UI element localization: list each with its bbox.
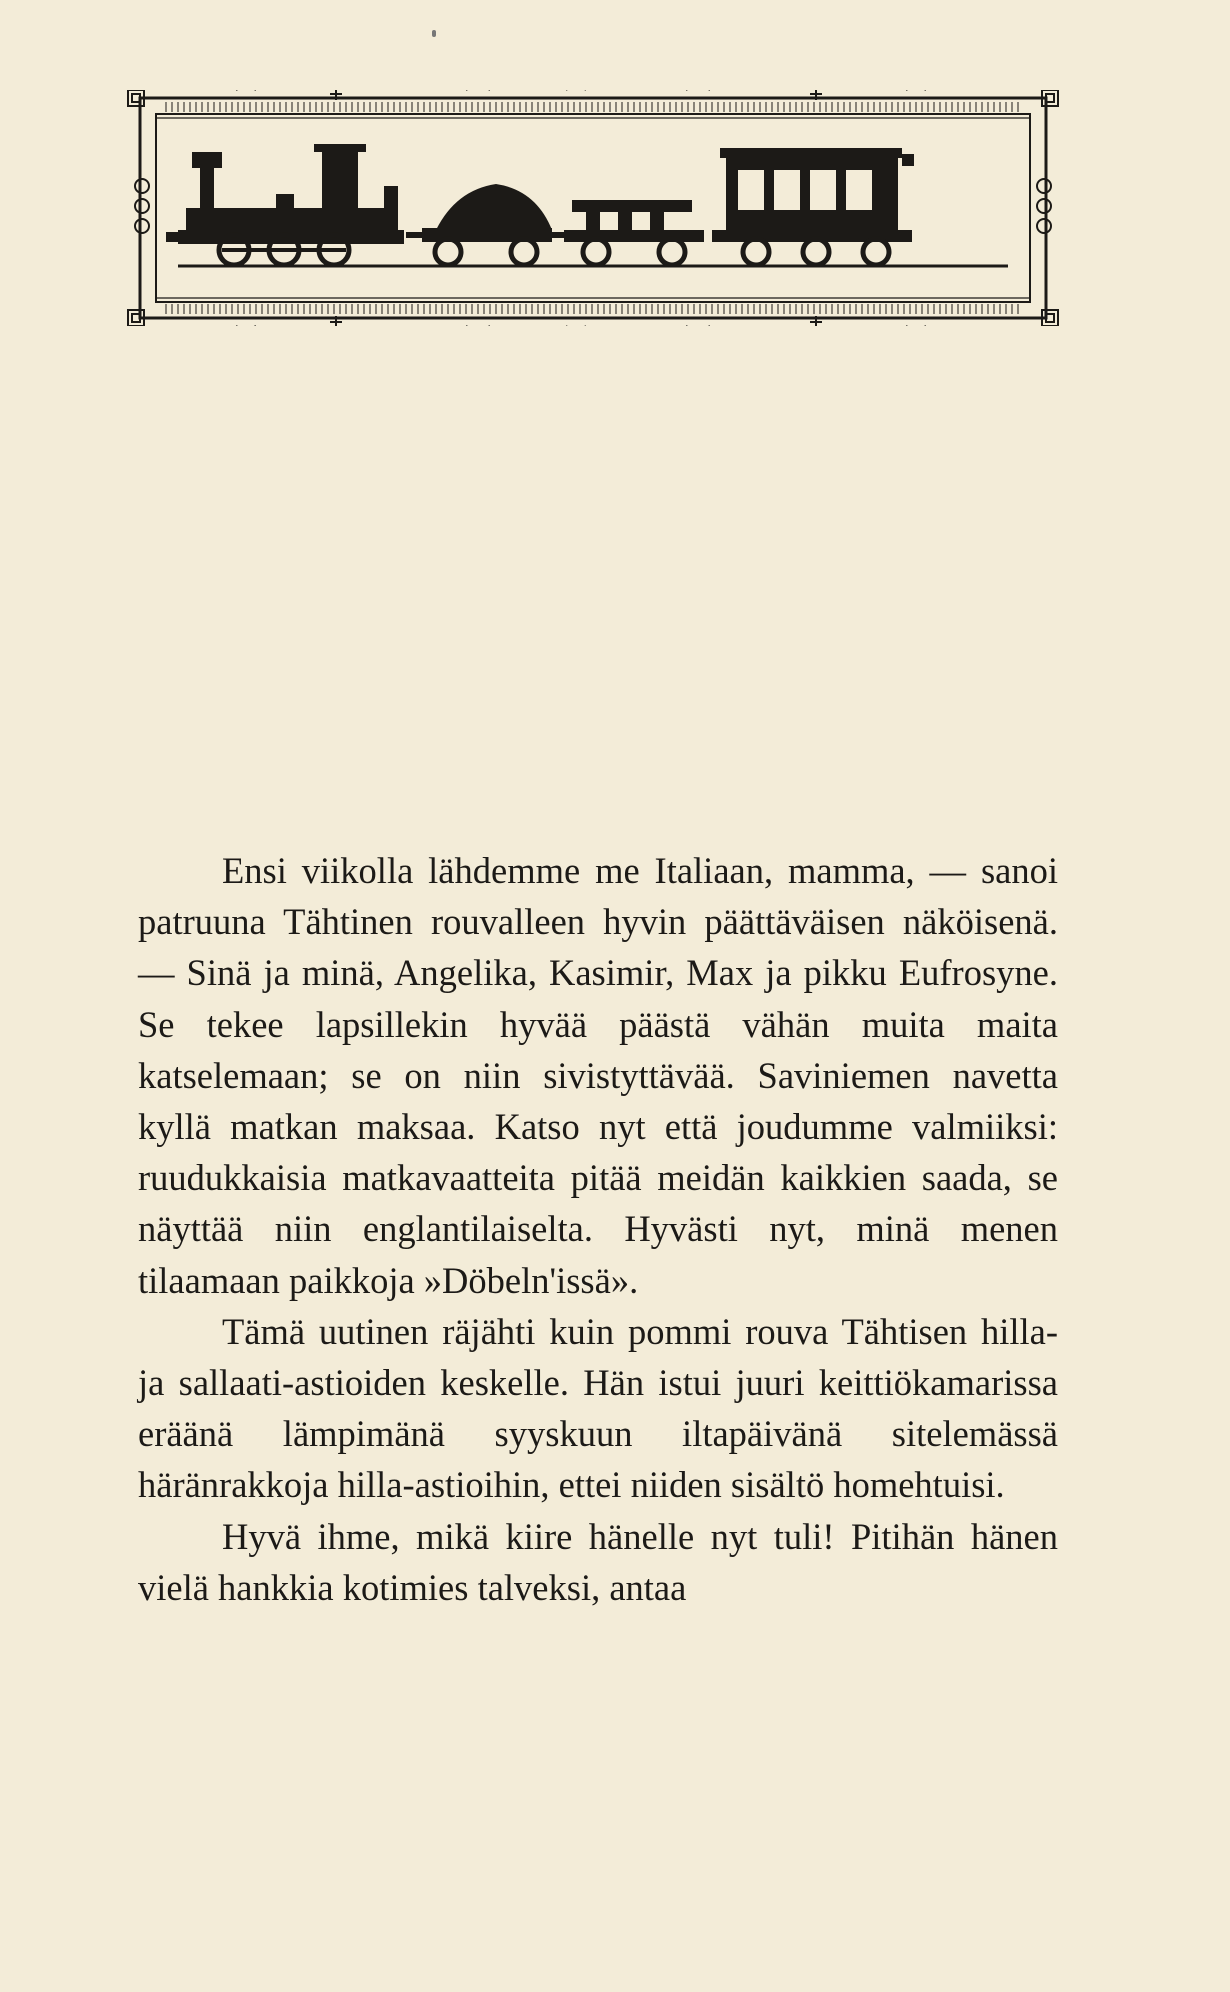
page-text: [138, 845, 1058, 1613]
paragraph-2: Tämä uutinen räjähti kuin pommi rouva Tähtisen hilla- ja sallaati-astioiden keskelle. Hän istui juuri keittiökamarissa eräänä lämpimänä syyskuun iltapäivänä sitelemässä häränrakkoja hilla-astioihin, ettei niiden sisältö homehtuisi.: [138, 1310, 1058, 1506]
paragraph-1: Ensi viikolla lähdemme me Italiaan, mamma, — sanoi patruuna Tähtinen rouvalleen hyvin päättäväisen näköisenä. — Sinä ja minä, Angelika, Kasimir, Max ja pikku Eufrosyne. Se tekee lapsillekin hyvää päästä vähän muita maita katselemaan; se on niin sivistyttävää. Saviniemen navetta kyllä matkan maksaa. Katso nyt että joudumme valmiiksi: ruudukkaisia matkavaatteita pitää meidän kaikkien saada, se näyttää niin englantilaiselta. Hyvästi nyt, minä menen tilaamaan paikkoja »Döbeln'issä».: [138, 850, 1058, 1301]
train-illustration-icon: [126, 90, 1060, 326]
paragraph-3: Hyvä ihme, mikä kiire hänelle nyt tuli! Pitihän hänen vielä hankkia kotimies talveksi, antaa: [138, 1515, 1058, 1608]
train-headpiece: [126, 90, 1060, 326]
ink-speck: [432, 30, 436, 37]
